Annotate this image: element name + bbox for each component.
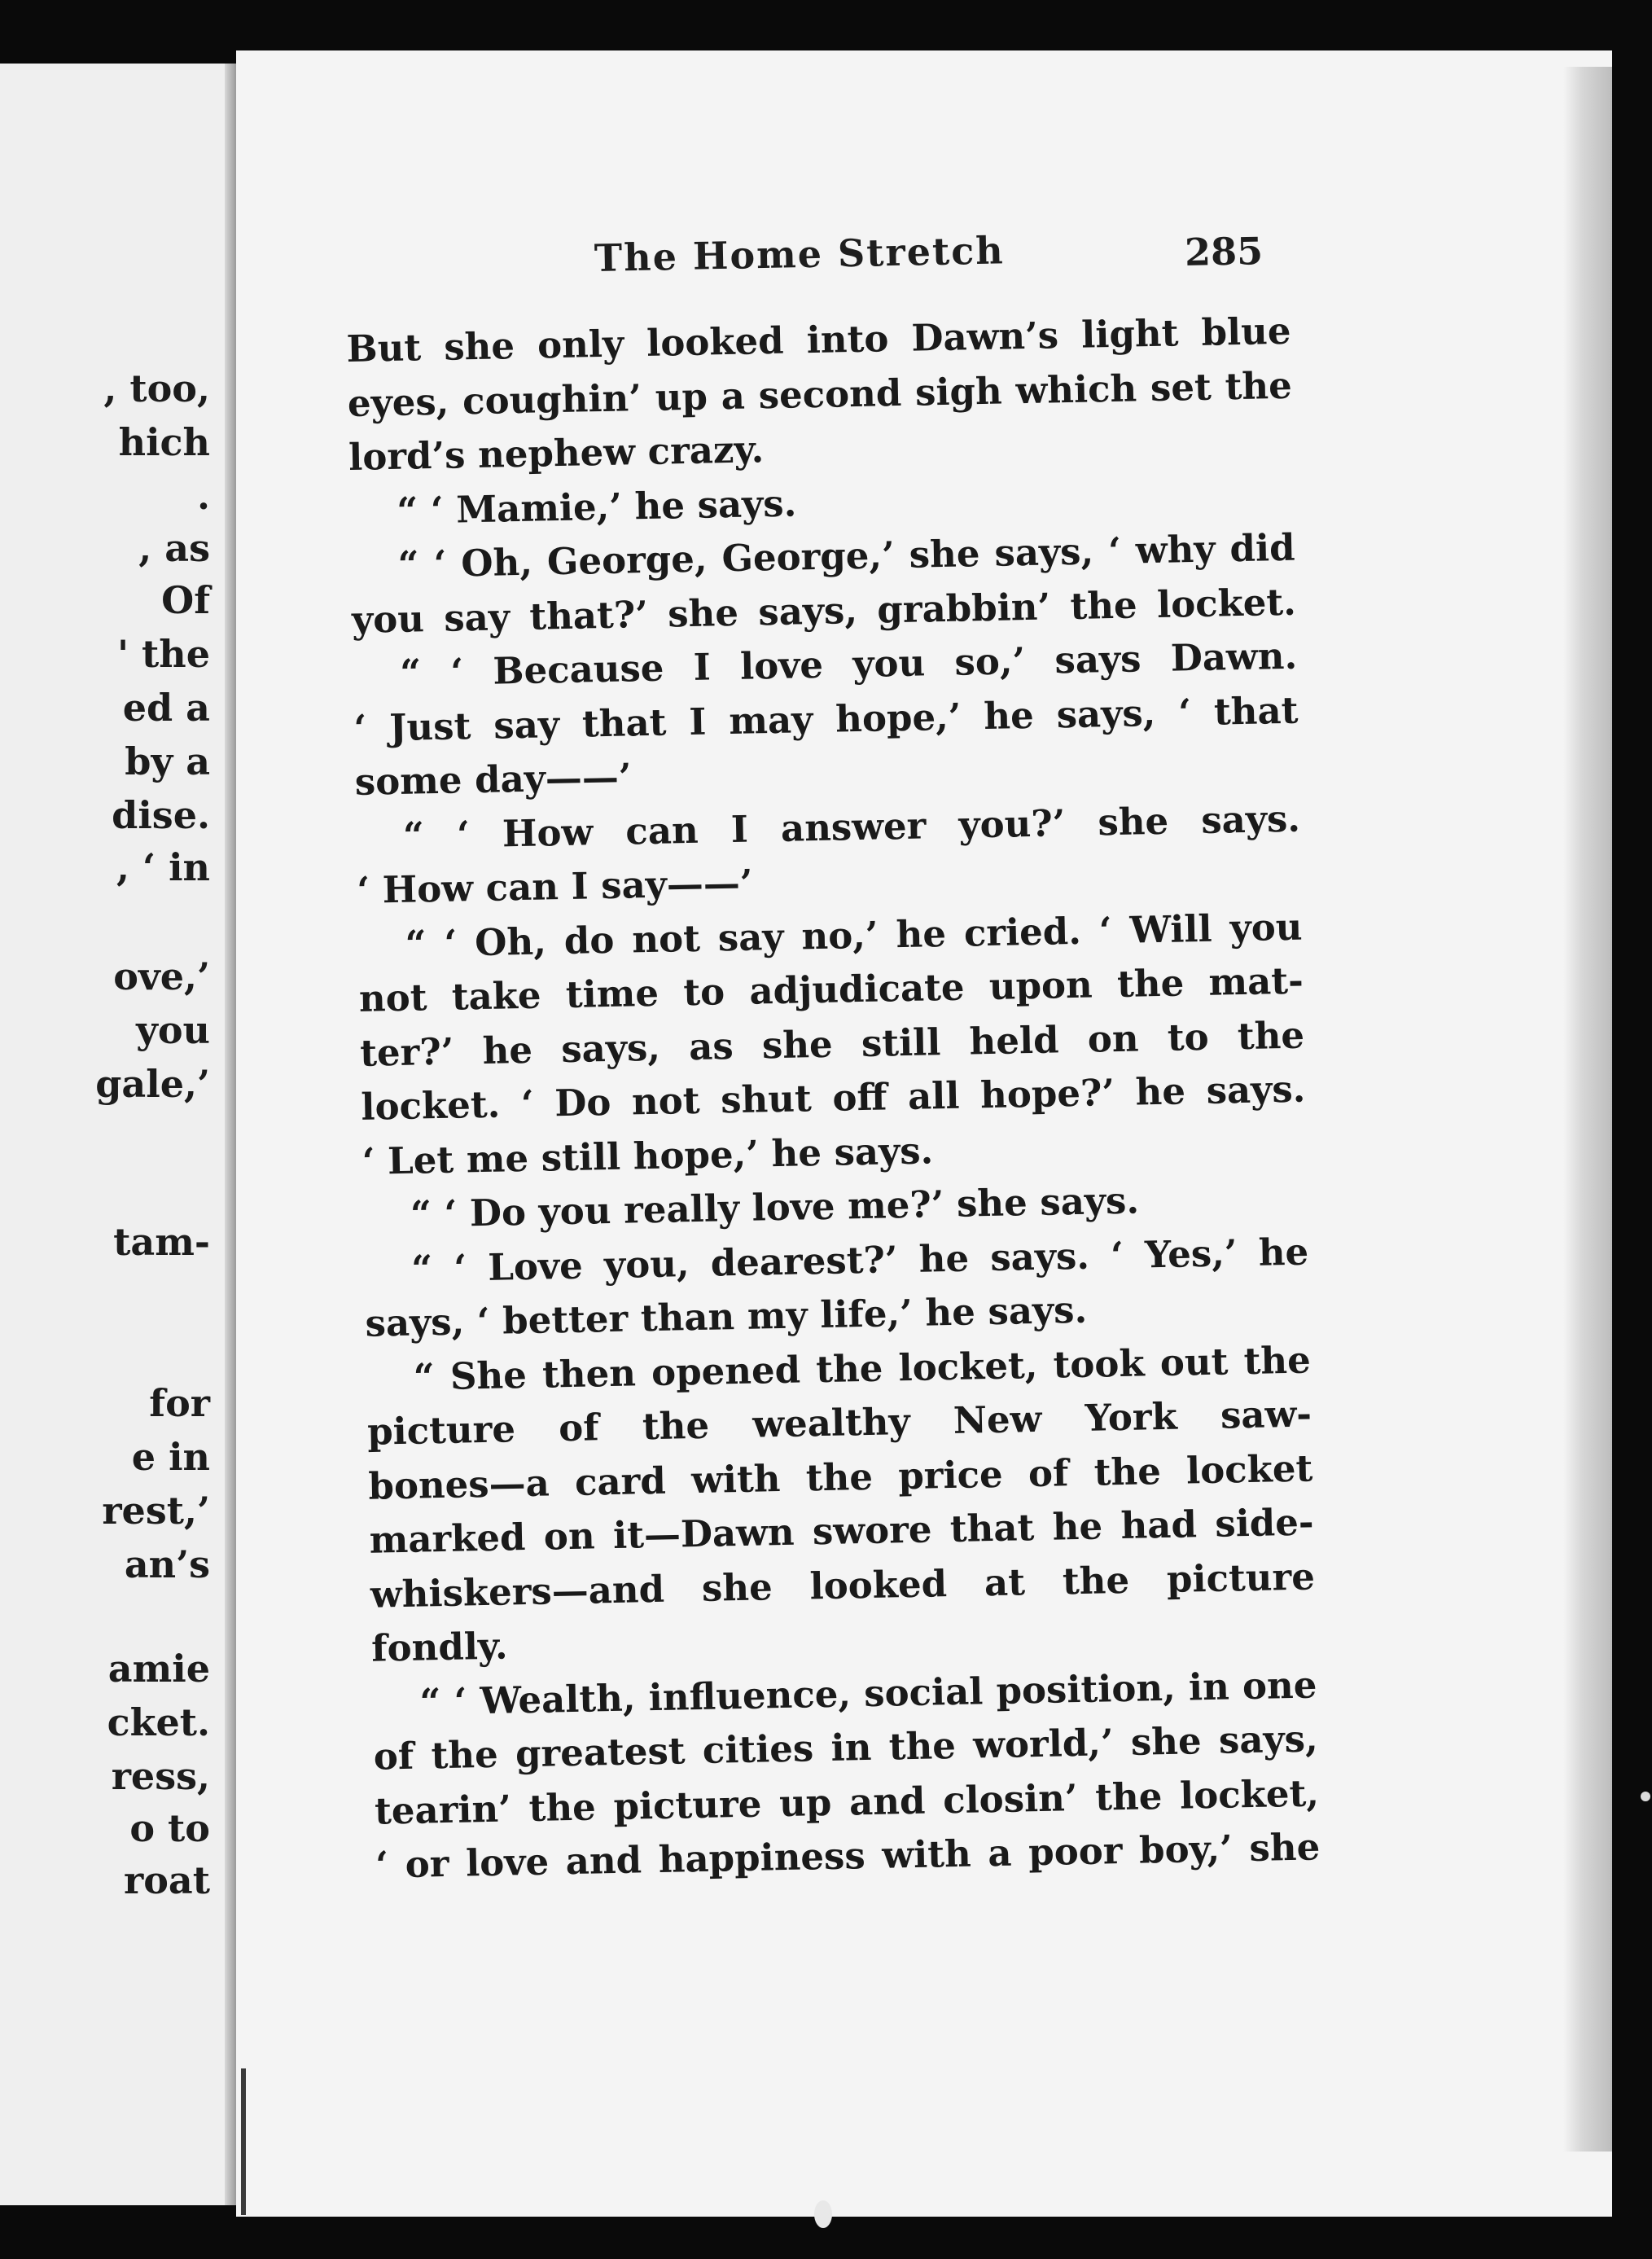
left-page-fragment: by a [125,739,210,783]
left-page-fragment: ' the [116,632,210,676]
left-page-fragment: . [196,474,210,518]
scan-artifact [1641,1792,1650,1801]
left-page-fragment: an’s [124,1542,210,1586]
text-line: ter?’ he says, as she still held on to the [359,1013,1305,1075]
text-line: “ ‘ How can I answer you?’ she says. [402,796,1301,858]
running-head: The Home Stretch [594,228,1006,280]
text-line: tearin’ the picture up and closin’ the locket, [374,1770,1320,1833]
text-line: locket. ‘ Do not shut off all hope?’ he says. [360,1067,1306,1129]
left-page-fragment: rest,’ [102,1489,210,1533]
text-line: “ ‘ Oh, George, George,’ she says, ‘ why did [397,525,1296,586]
left-page-fragment: Of [161,578,210,622]
text-line: ‘ How can I say——’ [356,861,754,912]
text-line: But she only looked into Dawn’s light blue [346,309,1291,371]
left-page-fragment: amie [107,1647,210,1691]
text-line: not take time to adjudicate upon the mat- [358,958,1304,1020]
text-line: ‘ or love and happiness with a poor boy,’ she [375,1825,1321,1887]
text-line: picture of the wealthy New York saw- [366,1392,1312,1454]
text-line: “ ‘ Mamie,’ he says. [396,480,797,533]
left-page-fragment: roat [124,1858,210,1902]
body-text [346,305,1321,1893]
left-page-fragment: , ‘ in [116,845,210,889]
left-page-fragment: hich [118,420,210,464]
text-line: eyes, coughin’ up a second sigh which set the [347,363,1293,425]
left-page-fragment: ress, [111,1754,210,1798]
text-line: fondly. [370,1624,509,1670]
text-line: some day——’ [354,755,632,804]
binding-shadow [241,2068,246,2215]
left-page-fragment: for [149,1381,210,1425]
left-page-fragment: tam- [113,1220,210,1264]
text-line: bones—a card with the price of the locket [367,1445,1313,1508]
left-page-fragment: ove,’ [113,954,210,998]
text-line: you say that?’ she says, grabbin’ the locket. [351,580,1297,642]
text-line: “ She then opened the locket, took out the [413,1337,1312,1399]
text-line: whiskers—and she looked at the picture [370,1554,1316,1616]
scan-artifact [814,2200,832,2228]
text-line: “ ‘ Love you, dearest?’ he says. ‘ Yes,’ he [410,1230,1309,1291]
text-line: says, ‘ better than my life,’ he says. [365,1287,1088,1345]
text-line: marked on it—Dawn swore that he had side- [369,1500,1315,1562]
text-line: of the greatest cities in the world,’ she says, [373,1717,1319,1779]
left-page-fragment: e in [131,1435,210,1479]
text-line: “ ‘ Do you really love me?’ she says. [410,1178,1140,1236]
left-page-fragment: , as [138,526,210,570]
text-line: ‘ Just say that I may hope,’ he says, ‘ that [353,688,1299,750]
left-page-fragment: cket. [107,1700,210,1744]
text-line: “ ‘ Wealth, influence, social position, in one [419,1662,1317,1724]
text-line: “ ‘ Oh, do not say no,’ he cried. ‘ Will you [405,905,1303,966]
left-page-fragment: o to [129,1806,210,1850]
page-edge-shadow [1563,67,1612,2152]
left-page-fragment: gale,’ [95,1062,210,1106]
text-line: ‘ Let me still hope,’ he says. [362,1128,934,1183]
left-page-fragment: you [136,1008,210,1052]
page-gutter [225,64,236,2205]
text-line: “ ‘ Because I love you so,’ says Dawn. [399,634,1298,695]
text-line: lord’s nephew crazy. [348,428,765,479]
left-page-fragment: ed a [122,686,210,730]
page-number: 285 [1184,229,1264,274]
left-page-fragment: dise. [112,793,210,837]
left-facing-page [0,64,236,2205]
left-page-fragment: , too, [103,366,210,410]
